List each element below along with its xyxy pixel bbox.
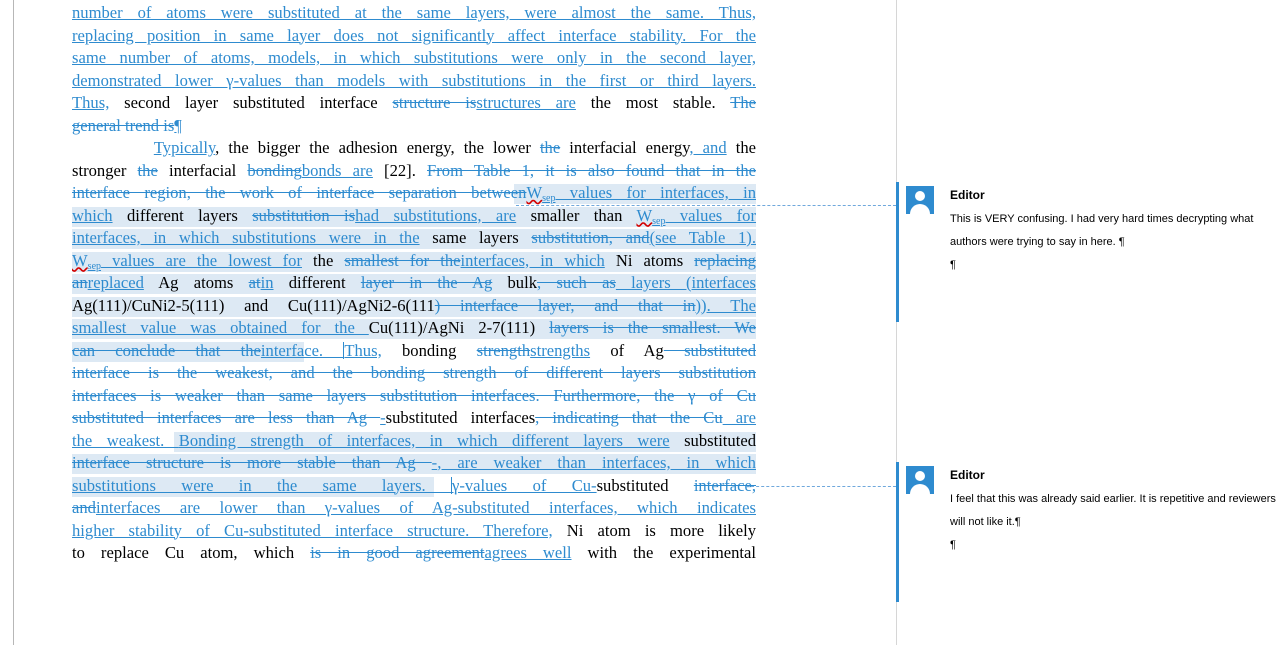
tracked-insertion: , and xyxy=(689,138,727,157)
text-line xyxy=(72,182,756,205)
tracked-insertion: structures are xyxy=(476,93,576,112)
comment-bar xyxy=(896,182,899,322)
text-run: different xyxy=(273,273,361,292)
tracked-deletion: can conclude that the xyxy=(72,340,261,360)
tracked-insertion: Thus, xyxy=(344,340,382,360)
tracked-insertion: sep xyxy=(87,260,102,272)
text-run: stronger xyxy=(72,160,138,180)
tracked-deletion: , indicating that the Cu xyxy=(535,408,723,427)
text-run xyxy=(72,138,154,157)
user-avatar-icon xyxy=(906,466,934,494)
tracked-deletion: is in good agreement xyxy=(310,543,485,562)
text-run: substituted xyxy=(669,430,756,450)
text-line xyxy=(72,317,756,340)
tracked-insertion: Thus, xyxy=(72,93,110,112)
text-run: bulk xyxy=(492,273,538,292)
text-run: of Ag xyxy=(590,340,664,360)
tracked-deletion: strength xyxy=(476,340,531,360)
tracked-deletion: The xyxy=(730,93,756,112)
tracked-insertion: - xyxy=(431,453,438,472)
text-line xyxy=(72,92,756,115)
tracked-insertion: values for xyxy=(665,205,757,225)
user-avatar-icon xyxy=(906,186,934,214)
text-run: same layers xyxy=(419,228,532,247)
tracked-deletion: From Table 1, it is also found that in the xyxy=(427,160,756,180)
page-left-edge xyxy=(13,0,14,645)
text-line xyxy=(72,385,756,408)
text-run: Ag atoms xyxy=(143,273,249,292)
tracked-deletion: interface region, the work of interface separation between xyxy=(72,183,527,202)
tracked-insertion: Typically xyxy=(153,138,216,157)
comment-text[interactable]: I feel that this was already said earlier. It is repetitive and reviewers will not like it.¶ ¶ xyxy=(950,493,1276,551)
tracked-insertion: )). The xyxy=(695,295,756,315)
tracked-deletion: an xyxy=(72,273,88,292)
text-line xyxy=(72,137,756,160)
tracked-deletion: substituted xyxy=(663,340,756,360)
tracked-insertion: replacing position in same layer does not significantly affect interface stability. For the xyxy=(72,25,756,45)
tracked-insertion: number of atoms were substituted at the same layers, were almost the same. Thus, xyxy=(72,3,756,22)
text-run: interfacial energy xyxy=(560,138,690,157)
tracked-deletion: general trend is xyxy=(72,115,175,135)
tracked-deletion: substitution, and xyxy=(531,228,650,247)
tracked-insertion: - xyxy=(380,408,386,427)
comment-connector xyxy=(516,205,896,206)
tracked-deletion: bonding xyxy=(247,160,302,180)
comment-balloon[interactable] xyxy=(906,466,1276,596)
tracked-insertion: layers (interfaces xyxy=(615,273,757,292)
text-line xyxy=(72,497,756,520)
text-run: Ni atoms xyxy=(604,250,695,270)
tracked-deletion: smallest for the xyxy=(344,250,461,270)
text-run: Ag(111)/CuNi2-5(111) and Cu(111)/AgNi2-6(111 xyxy=(72,295,435,315)
tracked-insertion: are xyxy=(722,408,757,427)
text-run: the most stable. xyxy=(575,93,731,112)
tracked-deletion: ) interface layer, and that in xyxy=(434,295,696,315)
text-line xyxy=(72,205,756,228)
tracked-insertion: agrees well xyxy=(484,543,572,562)
tracked-insertion: had substitutions, are xyxy=(355,205,517,225)
tracked-insertion: Bonding strength of interfaces, in which different layers were xyxy=(178,430,670,450)
text-line xyxy=(72,227,756,250)
comment-text[interactable]: This is VERY confusing. I had very hard times decrypting what authors were trying to say in here. ¶ ¶ xyxy=(950,213,1254,271)
text-line xyxy=(72,47,756,70)
text-run: substituted interfaces xyxy=(385,408,536,427)
text-line xyxy=(72,475,756,498)
document-body[interactable] xyxy=(72,2,756,565)
text-run: [22]. xyxy=(372,160,428,180)
text-run: bonding xyxy=(381,340,477,360)
tracked-insertion: replaced xyxy=(87,273,144,292)
text-run: substituted xyxy=(596,475,694,495)
text-run: with the experimental xyxy=(571,543,756,562)
tracked-insertion: (see Table 1). xyxy=(649,228,756,247)
tracked-deletion: at xyxy=(248,273,261,292)
tracked-deletion: replacing xyxy=(694,250,756,270)
text-run: interfacial xyxy=(157,160,248,180)
text-line xyxy=(72,2,756,25)
tracked-insertion: smallest value was obtained for the xyxy=(72,318,369,337)
text-line xyxy=(72,430,756,453)
tracked-deletion: interface is the weakest, and the bonding strength of different layers substitution xyxy=(72,363,756,382)
text-line xyxy=(72,340,756,363)
text-run: Ni atom is more likely xyxy=(552,520,757,540)
text-line xyxy=(72,407,756,430)
text-run: different layers xyxy=(112,205,253,225)
text-line xyxy=(72,70,756,93)
tracked-insertion: interfaces, in which substitutions were in the xyxy=(72,228,420,247)
text-line xyxy=(72,362,756,385)
tracked-insertion: bonds are xyxy=(301,160,373,180)
tracked-insertion: same number of atoms, models, in which substitutions were only in the second layer, xyxy=(72,48,756,67)
text-line xyxy=(72,250,756,273)
text-run: to replace Cu atom, which xyxy=(72,543,311,562)
tracked-insertion: substitutions were in the same layers. xyxy=(72,475,452,495)
tracked-insertion: values for interfaces, in xyxy=(555,183,756,202)
tracked-deletion: structure is xyxy=(392,93,477,112)
tracked-deletion: interface structure is more stable than Ag xyxy=(72,453,432,472)
tracked-insertion: demonstrated lower γ-values than models with substitutions in the first or third layers. xyxy=(72,70,756,90)
tracked-insertion: γ-values of Cu- xyxy=(452,475,597,495)
text-line xyxy=(72,295,756,318)
tracked-insertion: values are the lowest for xyxy=(101,250,302,270)
text-line xyxy=(72,272,756,295)
text-run: the xyxy=(726,138,756,157)
comment-connector xyxy=(746,486,896,487)
tracked-insertion: W xyxy=(526,183,543,202)
tracked-deletion: the xyxy=(539,138,561,157)
tracked-insertion: higher stability of Cu-substituted interface structure. Therefore, xyxy=(72,520,553,540)
text-line xyxy=(72,452,756,475)
text-line xyxy=(72,160,756,183)
comment-author: Editor xyxy=(950,468,985,482)
tracked-insertion: which xyxy=(72,205,113,225)
text-run: the xyxy=(301,250,345,270)
text-run: smaller than xyxy=(516,205,637,225)
tracked-insertion: ¶ xyxy=(174,115,182,135)
text-line xyxy=(72,25,756,48)
tracked-deletion: , such as xyxy=(537,273,616,292)
tracked-insertion: sep xyxy=(542,193,556,204)
comment-author: Editor xyxy=(950,188,985,202)
tracked-insertion: strengths xyxy=(530,340,591,360)
text-run: second layer substituted interface xyxy=(109,93,393,112)
comment-balloon[interactable] xyxy=(906,186,1276,316)
tracked-deletion: interfaces is weaker than same layers substitution interfaces. Furthermore, the γ of Cu xyxy=(72,385,756,405)
tracked-deletion: layers is the smallest. We xyxy=(549,318,756,337)
tracked-deletion: and xyxy=(72,498,96,517)
tracked-insertion: in xyxy=(260,273,274,292)
tracked-insertion: the weakest. xyxy=(72,430,179,450)
tracked-insertion: interfaces, in which xyxy=(460,250,605,270)
tracked-deletion: interface, xyxy=(693,475,756,495)
text-line xyxy=(72,115,756,138)
tracked-insertion: interface. xyxy=(260,340,344,360)
tracked-insertion: sep xyxy=(652,215,666,227)
tracked-insertion: , are weaker than interfaces, in which xyxy=(437,453,756,472)
text-run: , the bigger the adhesion energy, the lower xyxy=(215,138,540,157)
text-line xyxy=(72,542,756,565)
tracked-insertion: W xyxy=(636,205,653,225)
tracked-insertion: interfaces are lower than γ-values of Ag-substituted interfaces, which indicates xyxy=(95,498,756,517)
text-line xyxy=(72,520,756,543)
tracked-deletion: the xyxy=(137,160,158,180)
tracked-deletion: layer in the Ag xyxy=(360,273,493,292)
tracked-insertion: W xyxy=(72,250,88,270)
text-run: Cu(111)/AgNi 2-7(111) xyxy=(368,318,550,337)
tracked-deletion: substitution is xyxy=(252,205,356,225)
comment-bar xyxy=(896,462,899,602)
tracked-deletion: substituted interfaces are less than Ag xyxy=(72,408,381,427)
